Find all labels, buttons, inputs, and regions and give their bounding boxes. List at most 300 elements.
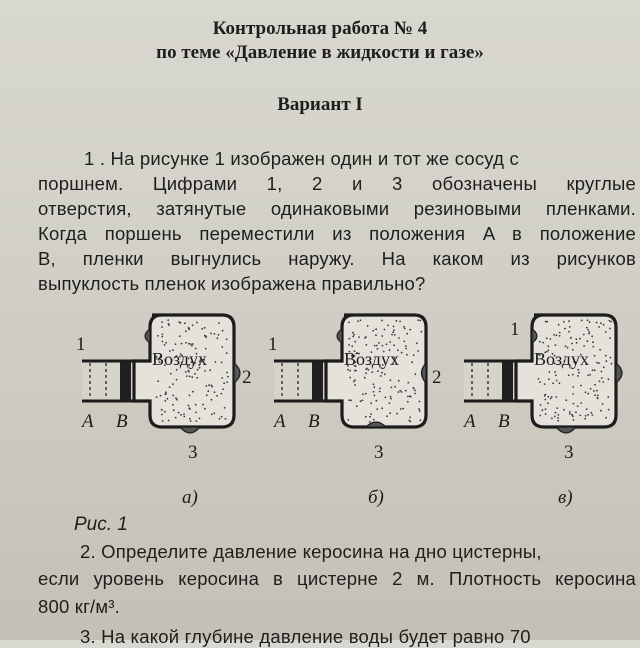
air-dot bbox=[580, 385, 582, 387]
air-dot bbox=[368, 369, 370, 371]
air-dot bbox=[360, 400, 362, 402]
air-dot bbox=[362, 400, 364, 402]
air-dot bbox=[188, 328, 190, 330]
air-dot bbox=[406, 333, 408, 335]
air-dot bbox=[376, 345, 378, 347]
air-dot bbox=[156, 396, 158, 398]
air-dot bbox=[607, 396, 609, 398]
air-dot bbox=[348, 322, 350, 324]
hole-3-label: 3 bbox=[564, 442, 574, 463]
air-dot bbox=[386, 343, 388, 345]
variant-c-label: в) bbox=[558, 487, 573, 508]
air-dot bbox=[219, 418, 221, 420]
air-dot bbox=[197, 369, 199, 371]
air-dot bbox=[544, 399, 546, 401]
air-dot bbox=[385, 397, 387, 399]
air-dot bbox=[396, 413, 398, 415]
air-dot bbox=[398, 337, 400, 339]
air-dot bbox=[588, 331, 590, 333]
air-dot bbox=[400, 408, 402, 410]
air-dot bbox=[407, 396, 409, 398]
air-dot bbox=[205, 336, 207, 338]
air-dot bbox=[190, 420, 192, 422]
air-dot bbox=[227, 376, 229, 378]
air-dot bbox=[167, 398, 169, 400]
air-dot bbox=[556, 334, 558, 336]
air-dot bbox=[584, 418, 586, 420]
air-dot bbox=[605, 331, 607, 333]
air-dot bbox=[181, 343, 183, 345]
membrane-3 bbox=[556, 427, 576, 433]
air-dot bbox=[375, 334, 377, 336]
air-dot bbox=[555, 396, 557, 398]
air-dot bbox=[391, 387, 393, 389]
air-dot bbox=[546, 337, 548, 339]
air-dot bbox=[540, 404, 542, 406]
air-dot bbox=[557, 420, 559, 422]
air-dot bbox=[192, 324, 194, 326]
air-dot bbox=[184, 322, 186, 324]
air-dot bbox=[398, 380, 400, 382]
air-dot bbox=[596, 390, 598, 392]
air-dot bbox=[569, 413, 571, 415]
air-dot bbox=[221, 362, 223, 364]
air-dot bbox=[568, 374, 570, 376]
air-dot bbox=[370, 413, 372, 415]
air-dot bbox=[596, 362, 598, 364]
hole-2-label: 2 bbox=[242, 367, 252, 388]
air-dot bbox=[405, 390, 407, 392]
air-dot bbox=[393, 329, 395, 331]
air-dot bbox=[593, 390, 595, 392]
air-dot bbox=[165, 391, 167, 393]
air-dot bbox=[571, 343, 573, 345]
test-subtitle: по теме «Давление в жидкости и газе» bbox=[156, 42, 484, 63]
air-dot bbox=[178, 412, 180, 414]
air-dot bbox=[352, 336, 354, 338]
air-dot bbox=[357, 320, 359, 322]
air-dot bbox=[379, 388, 381, 390]
air-dot bbox=[538, 378, 540, 380]
air-dot bbox=[587, 319, 589, 321]
air-dot bbox=[162, 334, 164, 336]
air-dot bbox=[353, 381, 355, 383]
air-dot bbox=[602, 403, 604, 405]
air-dot bbox=[378, 342, 380, 344]
air-dot bbox=[416, 342, 418, 344]
air-dot bbox=[583, 345, 585, 347]
position-b-label: B bbox=[308, 411, 320, 432]
air-dot bbox=[210, 384, 212, 386]
air-dot bbox=[188, 370, 190, 372]
air-dot bbox=[581, 320, 583, 322]
air-dot bbox=[545, 413, 547, 415]
position-a-label: A bbox=[464, 411, 476, 432]
air-dot bbox=[365, 344, 367, 346]
air-dot bbox=[179, 335, 181, 337]
air-dot bbox=[207, 390, 209, 392]
air-dot bbox=[554, 371, 556, 373]
air-dot bbox=[414, 373, 416, 375]
air-dot bbox=[594, 384, 596, 386]
air-dot bbox=[568, 320, 570, 322]
air-dot bbox=[569, 326, 571, 328]
air-dot bbox=[157, 335, 159, 337]
air-dot bbox=[601, 377, 603, 379]
air-dot bbox=[354, 379, 356, 381]
air-dot bbox=[196, 377, 198, 379]
air-dot bbox=[586, 408, 588, 410]
membrane-1 bbox=[337, 329, 342, 343]
air-dot bbox=[559, 382, 561, 384]
hole-2-label: 2 bbox=[432, 367, 442, 388]
air-dot bbox=[559, 332, 561, 334]
air-dot bbox=[354, 370, 356, 372]
figure-variant-b bbox=[268, 305, 448, 520]
air-dot bbox=[370, 402, 372, 404]
air-dot bbox=[592, 341, 594, 343]
air-dot bbox=[544, 383, 546, 385]
air-dot bbox=[609, 337, 611, 339]
air-dot bbox=[555, 412, 557, 414]
hole-1-label: 1 bbox=[510, 319, 520, 340]
air-dot bbox=[162, 420, 164, 422]
air-dot bbox=[210, 333, 212, 335]
air-dot bbox=[168, 420, 170, 422]
air-dot bbox=[413, 354, 415, 356]
air-dot bbox=[172, 404, 174, 406]
vessel-label: Воздух bbox=[344, 349, 399, 369]
task-1-line: Когда поршень переместили из положения A в положение bbox=[38, 223, 636, 244]
air-dot bbox=[577, 369, 579, 371]
hole-1-label: 1 bbox=[268, 334, 278, 355]
air-dot bbox=[190, 343, 192, 345]
figure-variant-a bbox=[76, 305, 256, 520]
air-dot bbox=[348, 338, 350, 340]
air-dot bbox=[206, 394, 208, 396]
air-dot bbox=[594, 355, 596, 357]
air-dot bbox=[161, 336, 163, 338]
air-dot bbox=[417, 350, 419, 352]
air-dot bbox=[394, 334, 396, 336]
air-dot bbox=[354, 341, 356, 343]
air-dot bbox=[196, 322, 198, 324]
air-dot bbox=[548, 378, 550, 380]
air-dot bbox=[186, 375, 188, 377]
vessel-label: Воздух bbox=[152, 349, 207, 369]
air-dot bbox=[381, 320, 383, 322]
air-dot bbox=[213, 412, 215, 414]
air-dot bbox=[226, 338, 228, 340]
air-dot bbox=[587, 340, 589, 342]
air-dot bbox=[544, 395, 546, 397]
air-dot bbox=[218, 334, 220, 336]
air-dot bbox=[226, 372, 228, 374]
air-dot bbox=[605, 355, 607, 357]
air-dot bbox=[591, 412, 593, 414]
air-dot bbox=[191, 376, 193, 378]
air-dot bbox=[175, 417, 177, 419]
air-dot bbox=[550, 398, 552, 400]
air-dot bbox=[188, 407, 190, 409]
air-dot bbox=[545, 321, 547, 323]
air-dot bbox=[564, 328, 566, 330]
air-dot bbox=[409, 329, 411, 331]
air-dot bbox=[214, 333, 216, 335]
air-dot bbox=[610, 357, 612, 359]
air-dot bbox=[418, 408, 420, 410]
air-dot bbox=[379, 391, 381, 393]
air-dot bbox=[189, 376, 191, 378]
air-dot bbox=[353, 334, 355, 336]
air-dot bbox=[551, 417, 553, 419]
air-dot bbox=[565, 345, 567, 347]
air-dot bbox=[157, 380, 159, 382]
air-dot bbox=[204, 408, 206, 410]
air-dot bbox=[226, 381, 228, 383]
air-dot bbox=[404, 328, 406, 330]
air-dot bbox=[401, 391, 403, 393]
air-dot bbox=[547, 402, 549, 404]
air-dot bbox=[552, 382, 554, 384]
air-dot bbox=[373, 391, 375, 393]
air-dot bbox=[390, 379, 392, 381]
air-dot bbox=[609, 328, 611, 330]
air-dot bbox=[610, 321, 612, 323]
air-dot bbox=[592, 369, 594, 371]
air-dot bbox=[419, 419, 421, 421]
air-dot bbox=[598, 326, 600, 328]
air-dot bbox=[558, 414, 560, 416]
air-dot bbox=[349, 370, 351, 372]
variant-heading: Вариант I bbox=[277, 94, 363, 115]
air-dot bbox=[377, 370, 379, 372]
air-dot bbox=[542, 342, 544, 344]
air-dot bbox=[407, 382, 409, 384]
air-dot bbox=[351, 345, 353, 347]
air-dot bbox=[554, 416, 556, 418]
air-dot bbox=[409, 416, 411, 418]
air-dot bbox=[194, 373, 196, 375]
task-2-line: 800 кг/м³. bbox=[38, 596, 121, 617]
air-dot bbox=[591, 414, 593, 416]
air-dot bbox=[352, 332, 354, 334]
air-dot bbox=[599, 349, 601, 351]
position-a-label: A bbox=[274, 411, 286, 432]
air-dot bbox=[381, 335, 383, 337]
air-dot bbox=[188, 343, 190, 345]
task-2-line: если уровень керосина в цистерне 2 м. Плотность керосина bbox=[38, 568, 636, 589]
air-dot bbox=[221, 377, 223, 379]
air-dot bbox=[412, 387, 414, 389]
hole-3-label: 3 bbox=[188, 442, 198, 463]
air-dot bbox=[408, 420, 410, 422]
air-dot bbox=[202, 404, 204, 406]
air-dot bbox=[189, 418, 191, 420]
air-dot bbox=[548, 371, 550, 373]
air-dot bbox=[587, 375, 589, 377]
air-dot bbox=[221, 416, 223, 418]
air-dot bbox=[603, 367, 605, 369]
air-dot bbox=[396, 320, 398, 322]
air-dot bbox=[217, 337, 219, 339]
air-dot bbox=[176, 399, 178, 401]
air-dot bbox=[558, 324, 560, 326]
air-dot bbox=[185, 371, 187, 373]
air-dot bbox=[594, 394, 596, 396]
air-dot bbox=[367, 325, 369, 327]
membrane-1 bbox=[145, 329, 150, 343]
air-dot bbox=[585, 391, 587, 393]
air-dot bbox=[611, 363, 613, 365]
membrane-3 bbox=[180, 427, 200, 433]
air-dot bbox=[176, 369, 178, 371]
air-dot bbox=[414, 390, 416, 392]
air-dot bbox=[551, 396, 553, 398]
air-dot bbox=[603, 324, 605, 326]
air-dot bbox=[411, 361, 413, 363]
air-dot bbox=[405, 348, 407, 350]
air-dot bbox=[188, 405, 190, 407]
air-dot bbox=[195, 420, 197, 422]
air-dot bbox=[592, 346, 594, 348]
air-dot bbox=[376, 408, 378, 410]
air-dot bbox=[586, 327, 588, 329]
air-dot bbox=[161, 414, 163, 416]
air-dot bbox=[419, 401, 421, 403]
air-dot bbox=[606, 360, 608, 362]
air-dot bbox=[222, 388, 224, 390]
air-dot bbox=[588, 333, 590, 335]
air-dot bbox=[204, 327, 206, 329]
air-dot bbox=[587, 329, 589, 331]
task-1-line: B, пленки выгнулись наружу. На каком из рисунков bbox=[38, 248, 636, 269]
air-dot bbox=[390, 398, 392, 400]
air-dot bbox=[389, 402, 391, 404]
air-dot bbox=[175, 343, 177, 345]
air-dot bbox=[374, 395, 376, 397]
air-dot bbox=[600, 410, 602, 412]
air-dot bbox=[608, 378, 610, 380]
air-dot bbox=[403, 326, 405, 328]
air-dot bbox=[589, 321, 591, 323]
air-dot bbox=[598, 362, 600, 364]
air-dot bbox=[399, 390, 401, 392]
air-dot bbox=[417, 319, 419, 321]
air-dot bbox=[214, 391, 216, 393]
air-dot bbox=[398, 391, 400, 393]
air-dot bbox=[192, 343, 194, 345]
air-dot bbox=[365, 393, 367, 395]
air-dot bbox=[575, 411, 577, 413]
air-dot bbox=[597, 397, 599, 399]
air-dot bbox=[161, 409, 163, 411]
air-dot bbox=[382, 345, 384, 347]
task-1-line: отверстия, затянутые одинаковыми резиновыми пленками. bbox=[38, 198, 636, 219]
air-dot bbox=[347, 369, 349, 371]
air-dot bbox=[556, 380, 558, 382]
air-dot bbox=[167, 319, 169, 321]
air-dot bbox=[222, 330, 224, 332]
air-dot bbox=[364, 377, 366, 379]
air-dot bbox=[349, 377, 351, 379]
air-dot bbox=[403, 340, 405, 342]
air-dot bbox=[591, 335, 593, 337]
hole-1-label: 1 bbox=[76, 334, 86, 355]
task-1-line: выпуклость пленок изображена правильно? bbox=[38, 273, 426, 294]
air-dot bbox=[597, 395, 599, 397]
variant-a-label: а) bbox=[182, 487, 198, 508]
air-dot bbox=[164, 411, 166, 413]
air-dot bbox=[542, 409, 544, 411]
air-dot bbox=[384, 373, 386, 375]
air-dot bbox=[392, 331, 394, 333]
task-1-line: 1 . На рисунке 1 изображен один и тот же сосуд с bbox=[84, 148, 519, 169]
air-dot bbox=[374, 345, 376, 347]
air-dot bbox=[409, 395, 411, 397]
figure-caption: Рис. 1 bbox=[74, 514, 128, 535]
air-dot bbox=[406, 354, 408, 356]
air-dot bbox=[165, 342, 167, 344]
air-dot bbox=[169, 386, 171, 388]
air-dot bbox=[373, 419, 375, 421]
air-dot bbox=[376, 400, 378, 402]
air-dot bbox=[587, 393, 589, 395]
air-dot bbox=[160, 395, 162, 397]
air-dot bbox=[573, 403, 575, 405]
air-dot bbox=[195, 412, 197, 414]
air-dot bbox=[161, 326, 163, 328]
air-dot bbox=[393, 344, 395, 346]
air-dot bbox=[380, 375, 382, 377]
air-dot bbox=[183, 416, 185, 418]
air-dot bbox=[545, 408, 547, 410]
air-dot bbox=[387, 325, 389, 327]
task-1-line: поршнем. Цифрами 1, 2 и 3 обозначены круглые bbox=[38, 173, 636, 194]
air-dot bbox=[162, 341, 164, 343]
air-dot bbox=[539, 381, 541, 383]
air-dot bbox=[589, 374, 591, 376]
air-dot bbox=[570, 337, 572, 339]
air-dot bbox=[218, 322, 220, 324]
position-b-label: B bbox=[498, 411, 510, 432]
air-dot bbox=[390, 396, 392, 398]
air-dot bbox=[389, 412, 391, 414]
position-b-label: B bbox=[116, 411, 128, 432]
air-dot bbox=[183, 413, 185, 415]
air-dot bbox=[555, 344, 557, 346]
air-dot bbox=[347, 419, 349, 421]
air-dot bbox=[579, 415, 581, 417]
air-dot bbox=[161, 321, 163, 323]
air-dot bbox=[389, 341, 391, 343]
air-dot bbox=[571, 414, 573, 416]
position-a-label: A bbox=[82, 411, 94, 432]
air-dot bbox=[553, 334, 555, 336]
air-dot bbox=[401, 352, 403, 354]
air-dot bbox=[407, 401, 409, 403]
air-dot bbox=[350, 399, 352, 401]
air-dot bbox=[211, 413, 213, 415]
air-dot bbox=[596, 322, 598, 324]
air-dot bbox=[180, 414, 182, 416]
air-dot bbox=[372, 330, 374, 332]
air-dot bbox=[578, 372, 580, 374]
air-dot bbox=[419, 410, 421, 412]
air-dot bbox=[185, 342, 187, 344]
air-dot bbox=[201, 328, 203, 330]
air-dot bbox=[172, 395, 174, 397]
